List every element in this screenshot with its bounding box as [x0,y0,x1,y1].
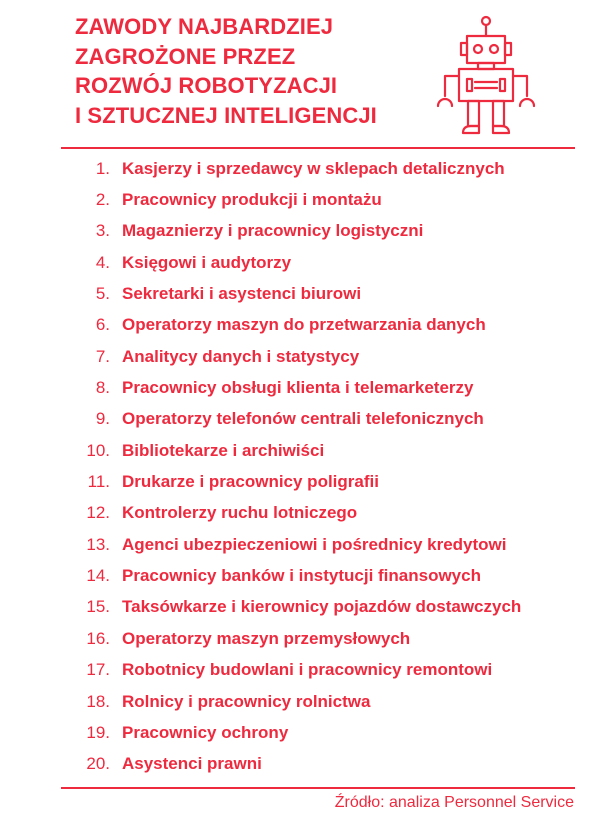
page-title [75,12,425,130]
list-item [60,372,590,403]
item-number: 10. [86,440,110,460]
list-item [60,560,590,591]
list-item [60,216,590,247]
item-label: Sekretarki i asystenci biurowi [122,284,362,304]
list-item [60,278,590,309]
list-item [60,184,590,215]
title-line-1: ZAWODY NAJBARDZIEJ [75,14,334,39]
item-number: 7. [95,346,110,366]
list-item [60,749,590,780]
item-label: Magaznierzy i pracownicy logistyczni [122,221,424,241]
item-label: Taksówkarze i kierownicy pojazdów dostawczych [122,597,522,617]
list-item [60,310,590,341]
item-number: 8. [95,378,110,398]
item-label: Operatorzy telefonów centrali telefonicznych [122,409,484,429]
item-label: Agenci ubezpieczeniowi i pośrednicy kredytowi [122,534,507,554]
item-number: 19. [86,722,110,742]
top-divider [61,147,575,149]
title-line-2: ZAGROŻONE PRZEZ [75,43,296,69]
list-item [60,623,590,654]
occupation-list [60,153,590,780]
item-number: 1. [95,158,110,178]
title-line-4: I SZTUCZNEJ INTELIGENCJI [75,102,377,128]
item-label: Robotnicy budowlani i pracownicy remontowi [122,660,493,680]
item-label: Operatorzy maszyn do przetwarzania danych [122,315,486,335]
item-number: 2. [95,190,110,210]
item-number: 17. [86,660,110,680]
list-item [60,404,590,435]
item-number: 15. [86,597,110,617]
item-number: 18. [86,691,110,711]
item-label: Pracownicy obsługi klienta i telemarketerzy [122,378,474,398]
source-caption: Źródło: analiza Personnel Service [334,794,574,811]
list-item [60,498,590,529]
item-label: Rolnicy i pracownicy rolnictwa [122,691,371,711]
item-label: Pracownicy produkcji i montażu [122,190,382,210]
item-number: 16. [86,628,110,648]
item-number: 4. [95,252,110,272]
list-item [60,153,590,184]
item-label: Asystenci prawni [122,754,262,774]
item-number: 5. [95,284,110,304]
item-number: 6. [95,315,110,335]
list-item [60,592,590,623]
item-number: 9. [95,409,110,429]
robot-icon [430,14,542,136]
list-item [60,655,590,686]
item-label: Operatorzy maszyn przemysłowych [122,628,411,648]
list-item [60,529,590,560]
item-number: 13. [86,534,110,554]
list-item [60,247,590,278]
list-item [60,466,590,497]
item-label: Pracownicy ochrony [122,722,289,742]
list-item [60,717,590,748]
item-number: 20. [86,754,110,774]
item-number: 3. [95,221,110,241]
item-label: Drukarze i pracownicy poligrafii [122,472,379,492]
item-label: Bibliotekarze i archiwiści [122,440,325,460]
item-label: Kasjerzy i sprzedawcy w sklepach detalicznych [122,158,505,178]
item-number: 14. [86,566,110,586]
list-item [60,686,590,717]
title-line-3: ROZWÓJ ROBOTYZACJI [75,73,338,98]
item-label: Kontrolerzy ruchu lotniczego [122,503,358,523]
bottom-divider [61,787,575,789]
item-label: Analitycy danych i statystycy [122,346,360,366]
item-label: Pracownicy banków i instytucji finansowych [122,566,481,586]
item-number: 12. [86,503,110,523]
list-item [60,341,590,372]
item-number: 11. [87,472,110,492]
list-item [60,435,590,466]
item-label: Księgowi i audytorzy [122,252,292,272]
